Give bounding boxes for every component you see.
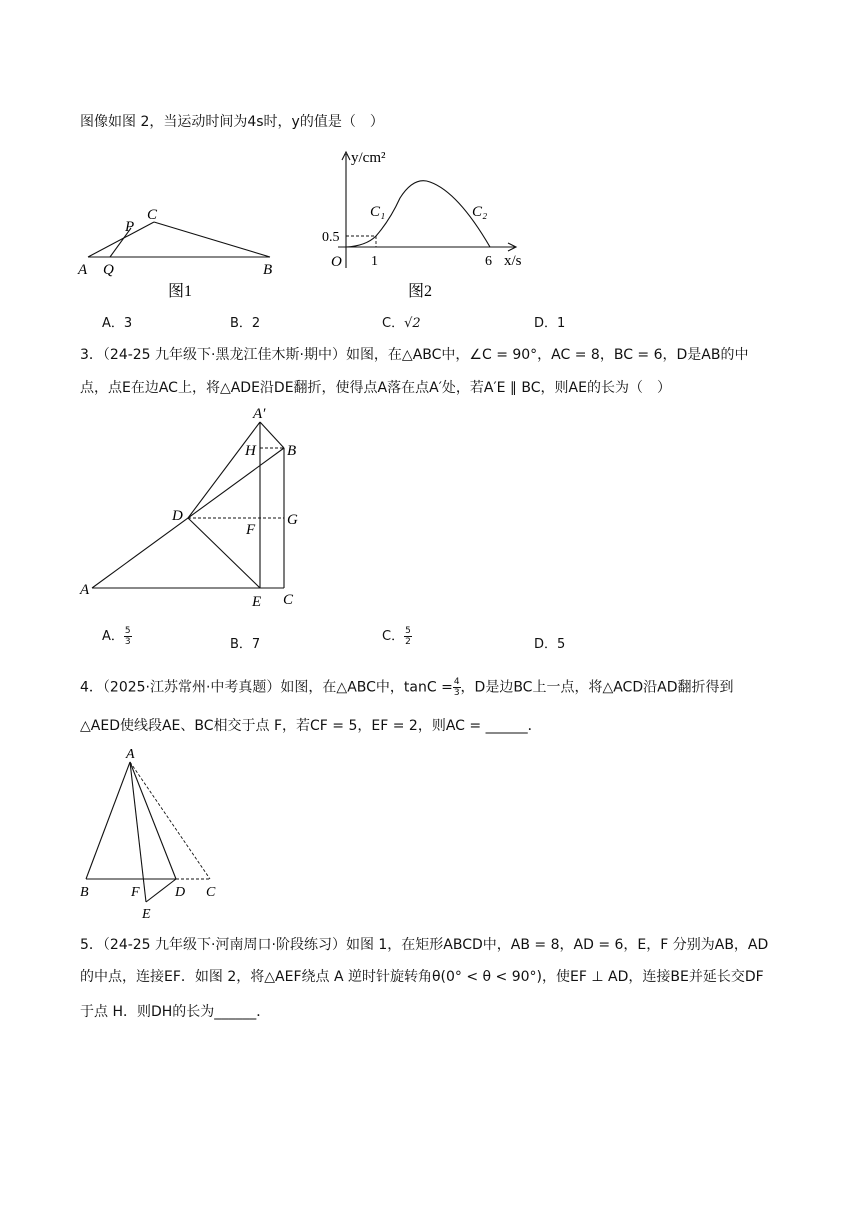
q2-option-a: A．3 bbox=[102, 316, 133, 331]
q4-label-e: E bbox=[142, 907, 151, 922]
q5-line-1: 5．（24-25 九年级下·河南周口·阶段练习）如图 1，在矩形ABCD中，AB = 8，AD = 6，E，F 分别为AB，AD bbox=[80, 937, 769, 953]
q3-line-1: 3．（24-25 九年级下·黑龙江佳木斯·期中）如图，在△ABC中，∠C = 90°，AC = 8，BC = 6，D是AB的中 bbox=[80, 347, 749, 363]
q5-line-2: 的中点，连接EF．如图 2，将△AEF绕点 A 逆时针旋转角θ(0° < θ < 90°)，使EF ⊥ AD，连接BE并延长交DF bbox=[80, 969, 764, 985]
q3-label-g: G bbox=[287, 512, 298, 528]
q2-stem: 图像如图 2，当运动时间为4s时，y的值是（ ） bbox=[80, 114, 384, 130]
fig2-xlabel: x/s bbox=[504, 253, 522, 269]
q2-figure-1 bbox=[74, 200, 294, 300]
fig2-xtick-1: 1 bbox=[371, 254, 378, 269]
q4-line-2: △AED使线段AE、BC相交于点 F，若CF = 5，EF = 2，则AC = ______． bbox=[80, 718, 542, 734]
fig2-caption: 图2 bbox=[408, 283, 433, 300]
q4-line-1: 4．（2025·江苏常州·中考真题）如图，在△ABC中，tanC = $\frac{4}{3}$ ，D是边BC上一点，将△ACD沿AD翻折得到 bbox=[80, 677, 734, 698]
fig1-label-c: C bbox=[147, 207, 158, 223]
fig2-ytick: 0.5 bbox=[322, 230, 340, 245]
q3-label-a-prime: A′ bbox=[253, 406, 266, 422]
q2-option-c: C．√2 bbox=[382, 316, 421, 331]
q3-label-a: A bbox=[80, 582, 90, 598]
q4-label-c: C bbox=[206, 885, 216, 900]
q3-option-a: A． $\frac{5}{3}$ bbox=[102, 626, 131, 647]
q3-option-b: B．7 bbox=[230, 637, 261, 652]
fig2-origin: O bbox=[331, 254, 342, 270]
q3-label-e: E bbox=[252, 594, 262, 610]
q3-label-b: B bbox=[287, 443, 297, 459]
q3-label-d: D bbox=[172, 508, 183, 524]
q2-option-d: D．1 bbox=[534, 316, 566, 331]
fig2-xtick-6: 6 bbox=[485, 254, 492, 269]
q5-line-3: 于点 H．则DH的长为______． bbox=[80, 1004, 271, 1020]
fig2-curve-c2: C₂ bbox=[472, 204, 488, 220]
fig2-curve-c1: C₁ bbox=[370, 204, 386, 220]
q4-figure bbox=[76, 742, 236, 922]
q3-line-2: 点，点E在边AC上，将△ADE沿DE翻折，使得点A落在点A′处，若A′E ∥ BC，则AE的长为（ ） bbox=[80, 380, 671, 396]
q3-option-c: C． $\frac{5}{2}$ bbox=[382, 626, 411, 647]
q3-label-f: F bbox=[246, 522, 256, 538]
q3-label-h: H bbox=[245, 443, 256, 459]
fig1-label-q: Q bbox=[103, 262, 114, 278]
q4-label-f: F bbox=[131, 885, 140, 900]
q4-label-d: D bbox=[175, 885, 186, 900]
q4-label-a: A bbox=[126, 747, 135, 762]
q4-label-b: B bbox=[80, 885, 89, 900]
fig2-ylabel: y/cm² bbox=[351, 150, 386, 166]
q3-option-d: D．5 bbox=[534, 637, 566, 652]
q3-figure bbox=[76, 400, 316, 610]
fig1-label-b: B bbox=[263, 262, 273, 278]
fig1-caption: 图1 bbox=[168, 283, 193, 300]
q2-figure-2 bbox=[318, 140, 538, 300]
q3-label-c: C bbox=[283, 592, 294, 608]
fig1-label-a: A bbox=[78, 262, 88, 278]
fig1-label-p: P bbox=[125, 219, 135, 235]
q2-option-b: B．2 bbox=[230, 316, 261, 331]
